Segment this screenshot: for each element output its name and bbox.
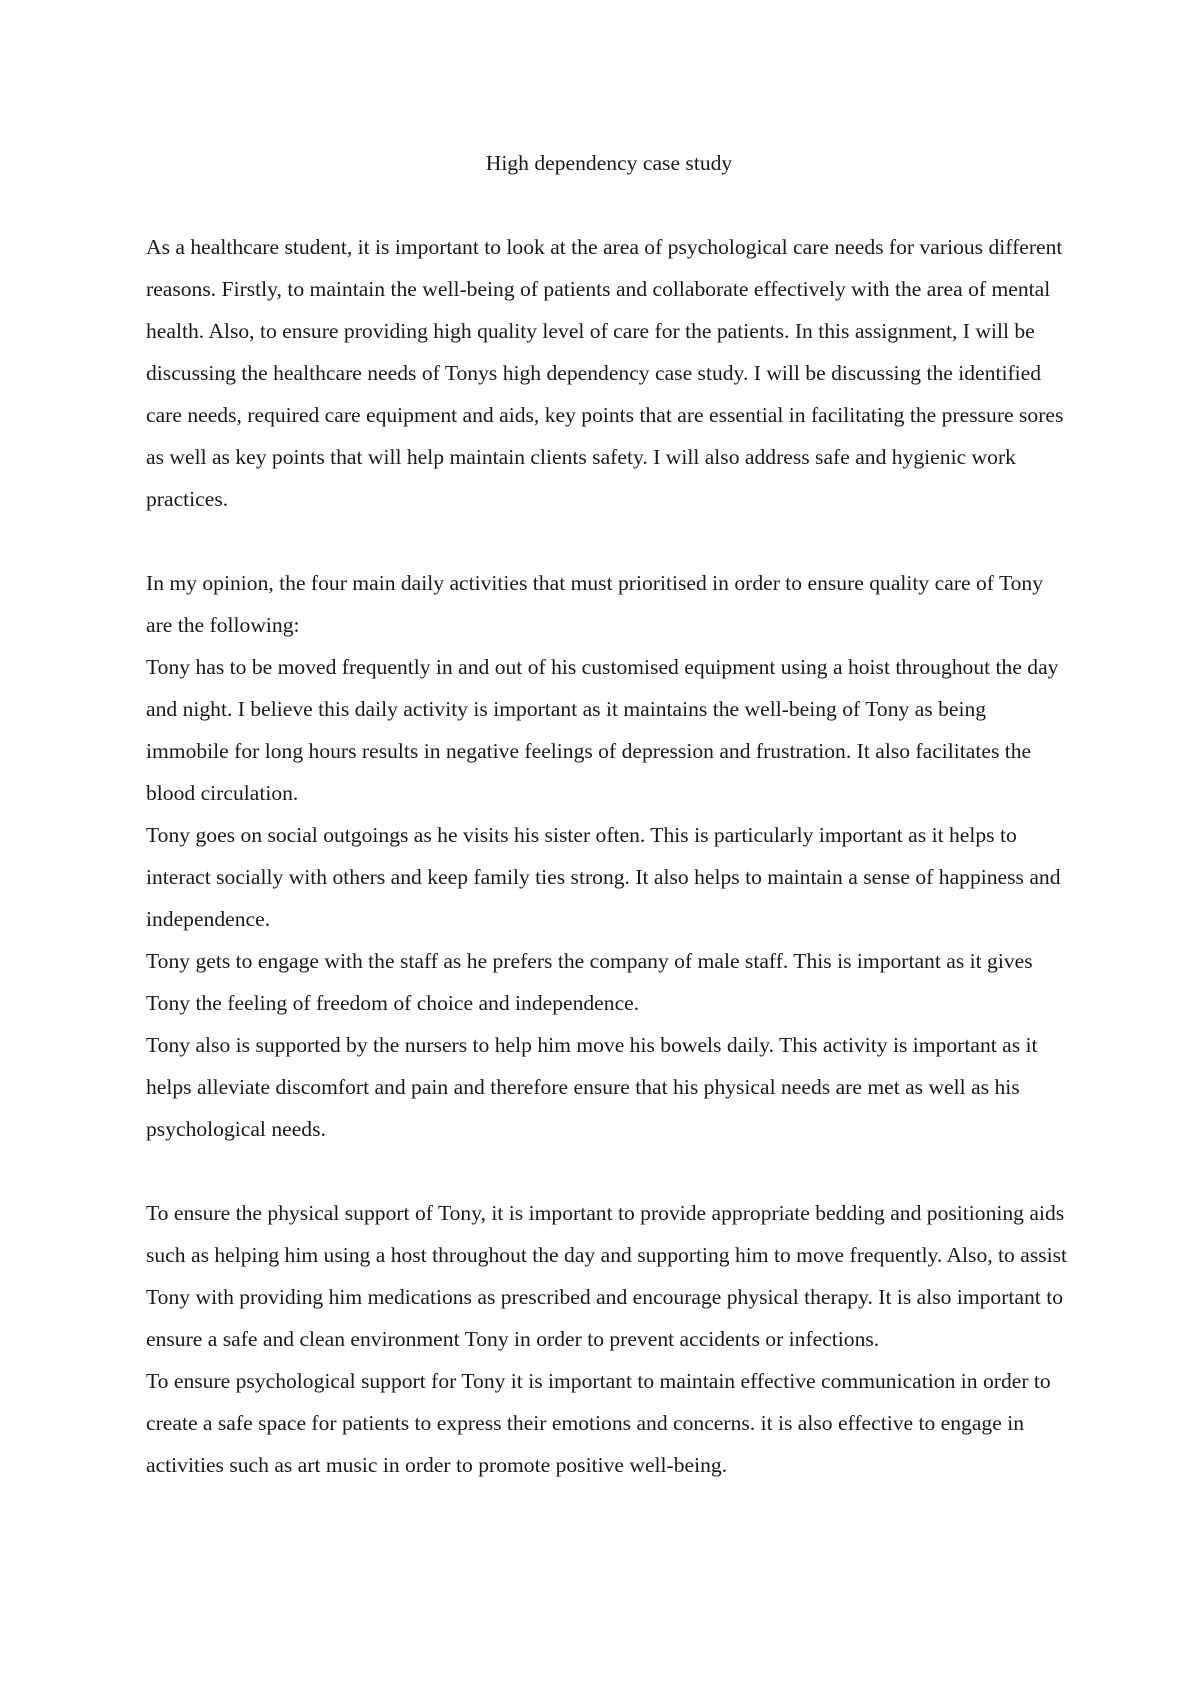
- psychological-support-paragraph: To ensure psychological support for Tony it is important to maintain effective communication in order to create a safe space for patients to express their emotions and concerns. it is also effective to engage in activities such as art music in order to promote positive well-being.: [146, 1369, 1051, 1477]
- document-title: High dependency case study: [485, 151, 733, 175]
- activity-paragraph-bowels: Tony also is supported by the nursers to help him move his bowels daily. This activity is important as it helps alleviate discomfort and pain and therefore ensure that his physical needs are met as well as his psychological needs.: [146, 1033, 1038, 1141]
- paragraph-spacer: [146, 1150, 1072, 1192]
- physical-support-paragraph: To ensure the physical support of Tony, it is important to provide appropriate bedding and positioning aids such as helping him using a host throughout the day and supporting him to move frequently. Also, to assist Tony with providing him medications as prescribed and encourage physical therapy. It is also important to ensure a safe and clean environment Tony in order to prevent accidents or infections.: [146, 1201, 1068, 1351]
- intro-paragraph: As a healthcare student, it is important to look at the area of psychological care needs for various different reasons. Firstly, to maintain the well-being of patients and collaborate effectively with the area of mental health. Also, to ensure providing high quality level of care for the patients. In this assignment, I will be discussing the healthcare needs of Tonys high dependency case study. I will be discussing the identified care needs, required care equipment and aids, key points that are essential in facilitating the pressure sores as well as key points that will help maintain clients safety. I will also address safe and hygienic work practices.: [146, 235, 1064, 511]
- activity-paragraph-staff: Tony gets to engage with the staff as he prefers the company of male staff. This is important as it gives Tony the feeling of freedom of choice and independence.: [146, 949, 1033, 1015]
- document-body: [146, 142, 1072, 1486]
- activity-paragraph-hoist: Tony has to be moved frequently in and out of his customised equipment using a hoist throughout the day and night. I believe this daily activity is important as it maintains the well-being of Tony as being immobile for long hours results in negative feelings of depression and frustration. It also facilitates the blood circulation.: [146, 655, 1059, 805]
- paragraph-spacer: [146, 520, 1072, 562]
- activity-paragraph-social: Tony goes on social outgoings as he visits his sister often. This is particularly important as it helps to interact socially with others and keep family ties strong. It also helps to maintain a sense of happiness and independence.: [146, 823, 1061, 931]
- activities-intro-paragraph: In my opinion, the four main daily activities that must prioritised in order to ensure quality care of Tony are the following:: [146, 571, 1044, 637]
